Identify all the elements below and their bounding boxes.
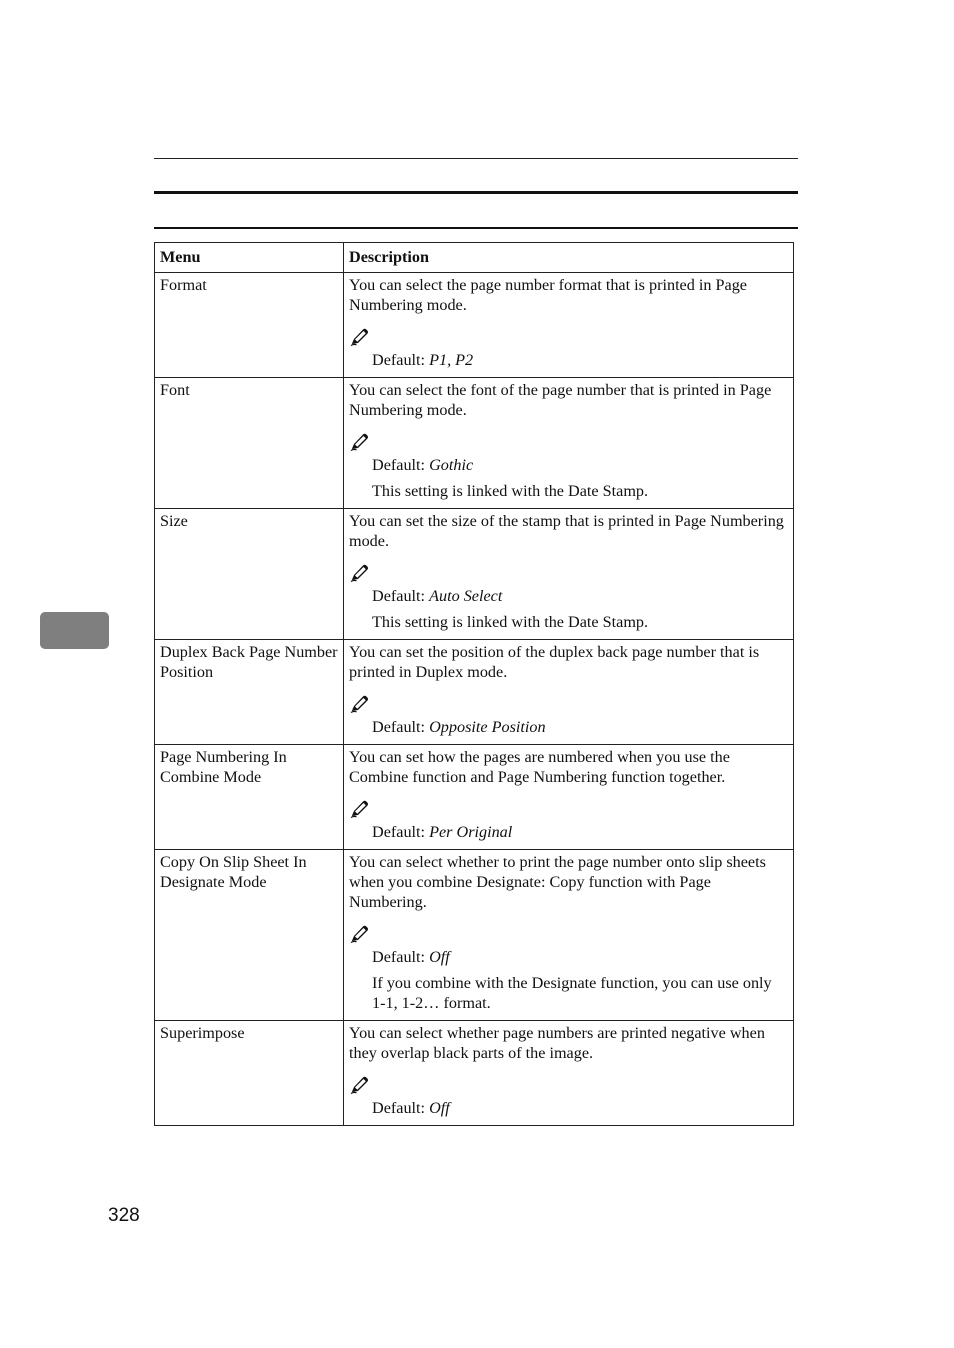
page-number: 328 — [108, 1205, 140, 1226]
description-text: You can select the page number format that is printed in Page Numbering mode. — [349, 276, 747, 314]
header-rule-thin — [154, 158, 798, 159]
default-note — [372, 350, 788, 370]
table-row — [155, 273, 794, 378]
header-description: Description — [344, 243, 794, 273]
default-value: Off — [429, 948, 450, 966]
pencil-note-icon — [349, 694, 371, 714]
default-label: Default: — [372, 823, 430, 841]
menu-cell: Duplex Back Page Number Position — [155, 640, 344, 745]
menu-cell: Page Numbering In Combine Mode — [155, 745, 344, 850]
description-text: You can set how the pages are numbered when you use the Combine function and Page Numbering function together. — [349, 748, 730, 786]
description-cell — [344, 1021, 794, 1126]
table-row — [155, 1021, 794, 1126]
default-note — [372, 947, 788, 967]
description-cell — [344, 640, 794, 745]
description-text: You can select whether to print the page number onto slip sheets when you combine Designate: Copy function with Page Numbering. — [349, 853, 766, 911]
table-row — [155, 640, 794, 745]
menu-cell: Size — [155, 509, 344, 640]
default-value: P1, P2 — [429, 351, 474, 369]
description-text: You can select whether page numbers are printed negative when they overlap black parts of the image. — [349, 1024, 765, 1062]
menu-cell: Format — [155, 273, 344, 378]
pencil-note-icon — [349, 432, 371, 452]
table-row — [155, 850, 794, 1021]
table-row — [155, 745, 794, 850]
default-label: Default: — [372, 948, 430, 966]
table-row — [155, 378, 794, 509]
description-cell — [344, 378, 794, 509]
default-note — [372, 1098, 788, 1118]
extra-note: This setting is linked with the Date Stamp. — [372, 613, 649, 631]
default-note — [372, 455, 788, 475]
menu-table — [154, 242, 794, 1126]
default-label: Default: — [372, 587, 430, 605]
table-row — [155, 509, 794, 640]
default-note — [372, 717, 788, 737]
pencil-note-icon — [349, 924, 371, 944]
extra-note: This setting is linked with the Date Stamp. — [372, 482, 649, 500]
default-label: Default: — [372, 351, 430, 369]
header-menu: Menu — [155, 243, 344, 273]
description-cell — [344, 745, 794, 850]
menu-cell: Font — [155, 378, 344, 509]
table-header-row — [155, 243, 794, 273]
default-value: Gothic — [429, 456, 474, 474]
description-text: You can set the position of the duplex back page number that is printed in Duplex mode. — [349, 643, 760, 681]
extra-note: If you combine with the Designate function, you can use only 1-1, 1-2… format. — [372, 974, 772, 1012]
menu-cell: Superimpose — [155, 1021, 344, 1126]
default-label: Default: — [372, 718, 430, 736]
pencil-note-icon — [349, 327, 371, 347]
default-note — [372, 586, 788, 606]
header-rule-medium — [154, 227, 798, 229]
default-value: Off — [429, 1099, 450, 1117]
description-cell — [344, 273, 794, 378]
description-cell — [344, 850, 794, 1021]
pencil-note-icon — [349, 1075, 371, 1095]
pencil-note-icon — [349, 563, 371, 583]
menu-cell: Copy On Slip Sheet In Designate Mode — [155, 850, 344, 1021]
default-value: Auto Select — [429, 587, 503, 605]
default-value: Per Original — [429, 823, 513, 841]
default-note — [372, 822, 788, 842]
default-label: Default: — [372, 456, 430, 474]
description-text: You can select the font of the page number that is printed in Page Numbering mode. — [349, 381, 772, 419]
default-label: Default: — [372, 1099, 430, 1117]
default-value: Opposite Position — [429, 718, 546, 736]
description-cell — [344, 509, 794, 640]
pencil-note-icon — [349, 799, 371, 819]
header-rule-thick — [154, 191, 798, 194]
chapter-tab — [40, 612, 109, 649]
description-text: You can set the size of the stamp that is printed in Page Numbering mode. — [349, 512, 784, 550]
